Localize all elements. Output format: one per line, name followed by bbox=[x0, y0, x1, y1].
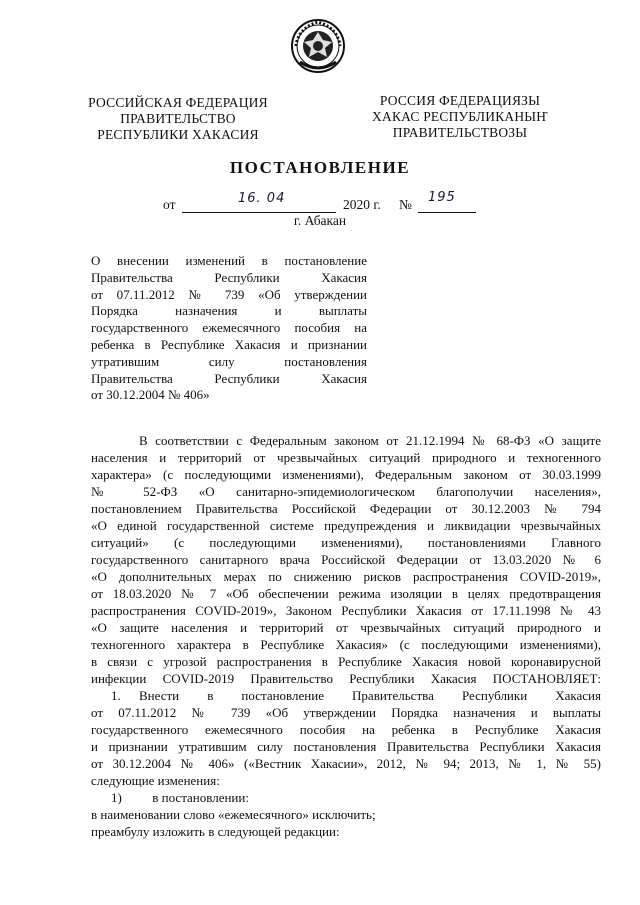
subject-line: Порядка назначения и выплаты bbox=[91, 303, 367, 319]
subject-line: от 07.11.2012 № 739 «Об утверждении bbox=[91, 286, 367, 302]
preamble-line: характера» (с последующими изменениями), Федеральным законом от 30.03.1999 bbox=[91, 467, 601, 482]
preamble-line: № 52-ФЗ «О санитарно-эпидемиологическом благополучии населения», bbox=[91, 484, 601, 499]
item1-line: Внести в постановление Правительства Республики Хакасия bbox=[139, 688, 601, 703]
header-left bbox=[78, 95, 278, 143]
preamble-line: от 18.03.2020 № 7 «Об обеспечении режима изоляции в целях предотвращения bbox=[91, 586, 601, 601]
preamble-line: ситуаций» (с последующими изменениями), постановлениями Главного bbox=[91, 535, 601, 550]
item1-line: и признании утратившим силу постановления Правительства Республики Хакасия bbox=[91, 739, 601, 754]
item1-line: от 30.12.2004 № 406» («Вестник Хакасии», 2012, № 94; 2013, № 1, № 55) bbox=[91, 756, 601, 771]
preamble-line: «О дополнительных мерах по снижению рисков распространения COVID-2019», bbox=[91, 569, 601, 584]
subitem-number: 1) bbox=[111, 790, 122, 805]
subject-line: утратившим силу постановления bbox=[91, 353, 367, 369]
preamble-line: государственного санитарного врача Российской Федерации от 13.03.2020 № 6 bbox=[91, 552, 601, 567]
handwritten-number: 195 bbox=[428, 190, 456, 205]
item1-first-line bbox=[91, 687, 601, 704]
preamble-line: В соответствии с Федеральным законом от 21.12.1994 № 68-ФЗ «О защите bbox=[139, 433, 601, 448]
subitem-text: в постановлении: bbox=[152, 790, 249, 805]
date-year: 2020 г. bbox=[343, 197, 381, 212]
preamble-line: распространения COVID-2019», Законом Республики Хакасия от 17.11.1998 № 43 bbox=[91, 603, 601, 618]
header-right bbox=[360, 93, 560, 141]
date-line bbox=[0, 190, 640, 213]
item1-line: следующие изменения: bbox=[91, 773, 220, 788]
item1-line: государственного ежемесячного пособия на ребенка в Республике Хакасия bbox=[91, 722, 601, 737]
header-right-line: ПРАВИТЕЛЬСТВОЗЫ bbox=[392, 125, 528, 140]
preamble-line: населения и территорий от чрезвычайных ситуаций природного и техногенного bbox=[91, 450, 601, 465]
header-right-line: ХАКАС РЕСПУБЛИКАНЫҤ bbox=[372, 109, 548, 124]
header-left-line: РОССИЙСКАЯ ФЕДЕРАЦИЯ bbox=[88, 95, 268, 110]
number-sign: № bbox=[399, 197, 412, 212]
date-prefix: от bbox=[163, 197, 176, 212]
subitem-1 bbox=[91, 789, 601, 806]
header-right-line: РОССИЯ ФЕДЕРАЦИЯЗЫ bbox=[379, 93, 541, 108]
preamble-line: «О защите населения и территорий от чрезвычайных ситуаций природного и bbox=[91, 620, 601, 635]
coat-of-arms-icon bbox=[290, 18, 346, 74]
subject-line: Правительства Республики Хакасия bbox=[91, 269, 367, 285]
document-title: ПОСТАНОВЛЕНИЕ bbox=[229, 158, 411, 177]
subject-line: государственного ежемесячного пособия на bbox=[91, 320, 367, 336]
subject-line: Правительства Республики Хакасия bbox=[91, 370, 367, 386]
document-body bbox=[91, 432, 601, 840]
preamble-line: техногенного характера в Республике Хакасия» (с последующими изменениями), bbox=[91, 637, 601, 652]
header-left-line: ПРАВИТЕЛЬСТВО bbox=[120, 111, 236, 126]
preamble-line: в связи с угрозой распространения в Республике Хакасия новой коронавирусной bbox=[91, 654, 601, 669]
naming-line: в наименовании слово «ежемесячного» исключить; bbox=[91, 807, 376, 822]
preamble-edit-line: преамбулу изложить в следующей редакции: bbox=[91, 824, 340, 839]
subject-line: ребенка в Республике Хакасия и признании bbox=[91, 336, 367, 352]
city: г. Абакан bbox=[293, 213, 347, 228]
item1-line: от 07.11.2012 № 739 «Об утверждении Порядка назначения и выплаты bbox=[91, 705, 601, 720]
subject-line: О внесении изменений в постановление bbox=[91, 253, 367, 268]
preamble-line: «О единой государственной системе предупреждения и ликвидации чрезвычайных bbox=[91, 518, 601, 533]
subject-block bbox=[91, 253, 367, 404]
preamble-line: постановлением Правительства Российской Федерации от 30.12.2003 № 794 bbox=[91, 501, 601, 516]
preamble-line: инфекции COVID-2019 Правительство Республики Хакасия ПОСТАНОВЛЯЕТ: bbox=[91, 671, 601, 686]
header-left-line: РЕСПУБЛИКИ ХАКАСИЯ bbox=[97, 127, 259, 142]
subject-line: от 30.12.2004 № 406» bbox=[91, 387, 210, 403]
handwritten-date: 16. 04 bbox=[238, 191, 286, 206]
item-number: 1. bbox=[111, 688, 121, 703]
